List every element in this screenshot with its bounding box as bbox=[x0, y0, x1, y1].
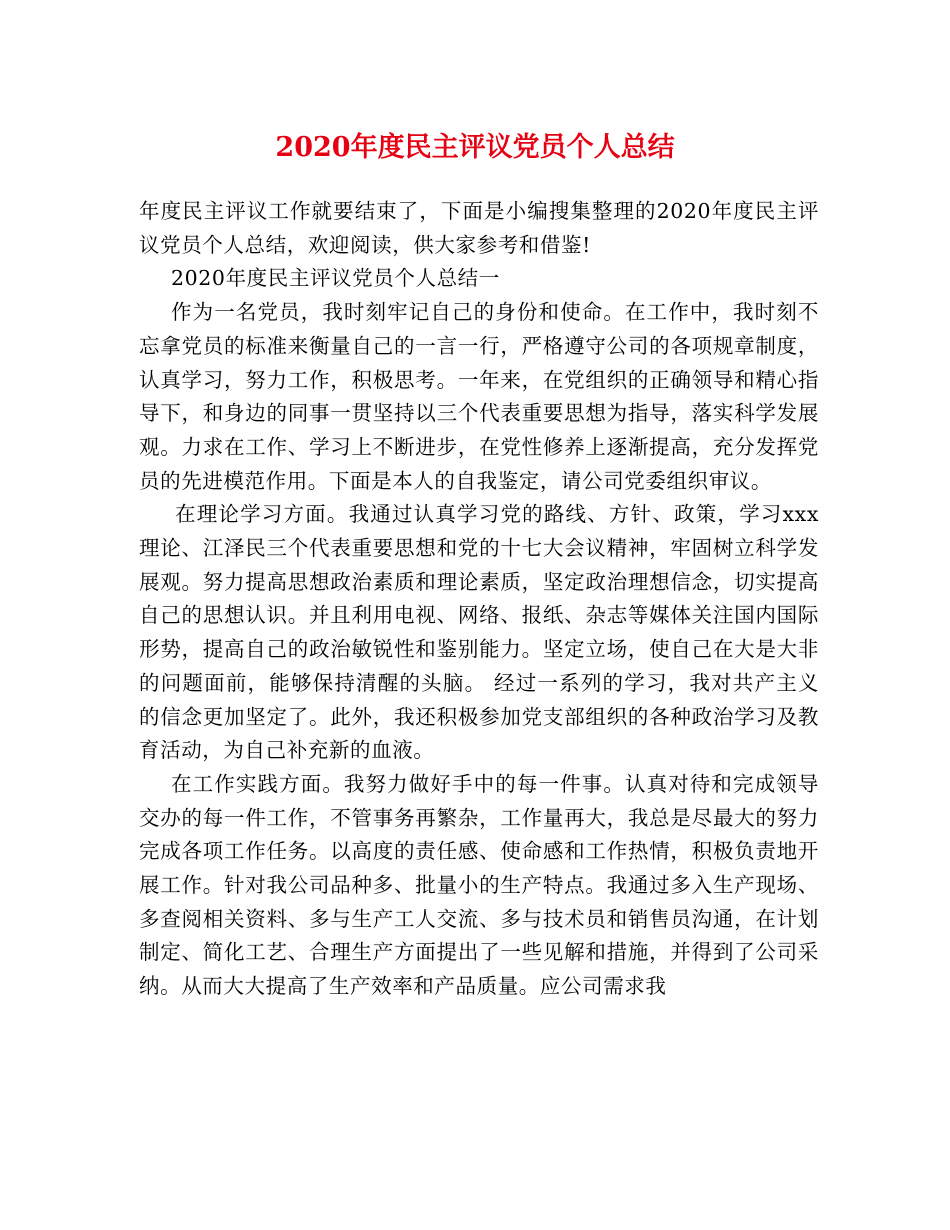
document-body bbox=[139, 195, 819, 1004]
body-paragraph: 在工作实践方面。我努力做好手中的每一件事。认真对待和完成领导交办的每一件工作，不管事务再繁杂，工作量再大，我总是尽最大的努力完成各项工作任务。以高度的责任感、使命感和工作热情，积极负责地开展工作。针对我公司品种多、批量小的生产特点。我通过多入生产现场、多查阅相关资料、多与生产工人交流、多与技术员和销售员沟通，在计划制定、简化工艺、合理生产方面提出了一些见解和措施，并得到了公司采纳。从而大大提高了生产效率和产品质量。应公司需求我 bbox=[139, 771, 819, 999]
intro-paragraph: 年度民主评议工作就要结束了，下面是小编搜集整理的2020年度民主评议党员个人总结，欢迎阅读，供大家参考和借鉴! bbox=[139, 199, 819, 257]
body-paragraph: 作为一名党员，我时刻牢记自己的身份和使命。在工作中，我时刻不忘拿党员的标准来衡量自己的一言一行，严格遵守公司的各项规章制度，认真学习，努力工作，积极思考。一年来，在党组织的正确领导和精心指导下，和身边的同事一贯坚持以三个代表重要思想为指导，落实科学发展观。力求在工作、学习上不断进步，在党性修养上逐渐提高，充分发挥党员的先进模范作用。下面是本人的自我鉴定，请公司党委组织审议。 bbox=[139, 300, 819, 493]
document-title: 2020年度民主评议党员个人总结 bbox=[275, 132, 675, 163]
section-heading: 2020年度民主评议党员个人总结一 bbox=[171, 266, 500, 291]
body-paragraph: 在理论学习方面。我通过认真学习党的路线、方针、政策，学习xxx理论、江泽民三个代表重要思想和党的十七大会议精神，牢固树立科学发展观。努力提高思想政治素质和理论素质，坚定政治理想信念，切实提高自己的思想认识。并且利用电视、网络、报纸、杂志等媒体关注国内国际形势，提高自己的政治敏锐性和鉴别能力。坚定立场，使自己在大是大非的问题面前，能够保持清醒的头脑。 经过一系列的学习，我对共产主义的信念更加坚定了。此外，我还积极参加党支部组织的各种政治学习及教育活动，为自己补充新的血液。 bbox=[139, 502, 819, 763]
